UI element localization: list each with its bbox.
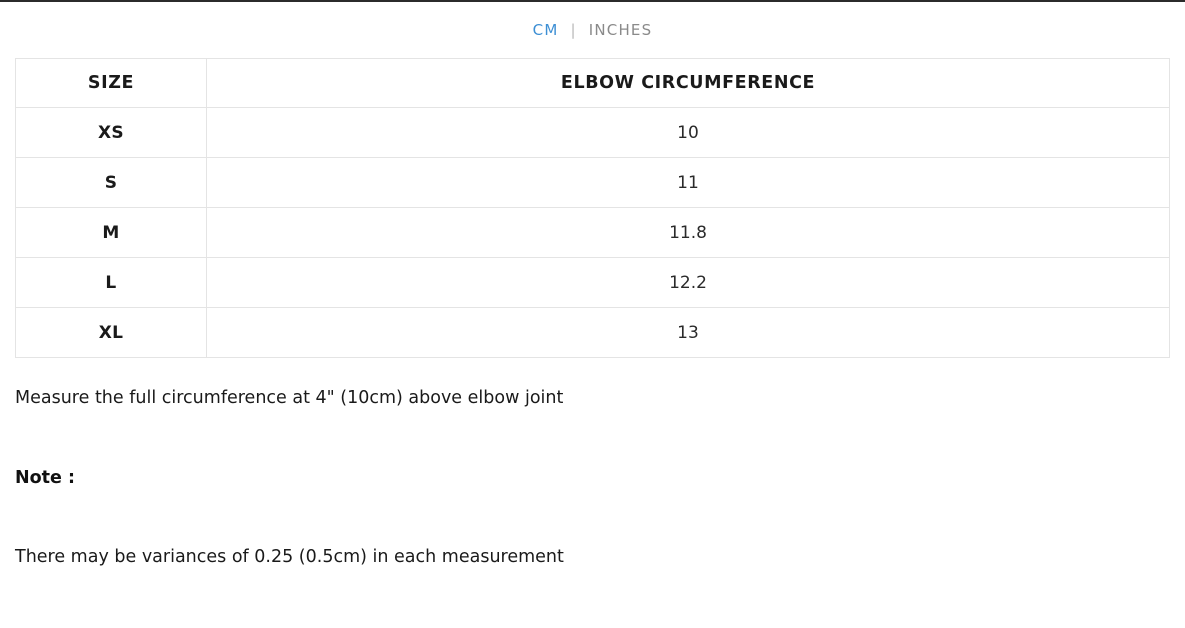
column-header-elbow-circumference: ELBOW CIRCUMFERENCE <box>207 59 1170 108</box>
unit-option-inches[interactable]: INCHES <box>588 21 653 39</box>
note-label: Note : <box>15 467 75 488</box>
column-header-size: SIZE <box>16 59 207 108</box>
table-row <box>16 258 1170 308</box>
table-header <box>16 59 1170 108</box>
table-row <box>16 308 1170 358</box>
cell-size: M <box>16 208 207 258</box>
cell-size: XL <box>16 308 207 358</box>
cell-size: L <box>16 258 207 308</box>
measure-instruction-text: Measure the full circumference at 4" (10cm) above elbow joint <box>15 388 564 408</box>
spacer <box>15 411 1170 468</box>
cell-elbow-circumference: 11 <box>207 158 1170 208</box>
table-body <box>16 108 1170 358</box>
table-row <box>16 108 1170 158</box>
cell-elbow-circumference: 11.8 <box>207 208 1170 258</box>
table-row <box>16 208 1170 258</box>
table-header-row <box>16 59 1170 108</box>
size-chart-container <box>0 2 1185 569</box>
cell-elbow-circumference: 10 <box>207 108 1170 158</box>
cell-size: XS <box>16 108 207 158</box>
size-chart-table <box>15 58 1170 358</box>
unit-option-cm[interactable]: CM <box>532 21 559 39</box>
unit-toggle[interactable] <box>0 2 1185 58</box>
unit-separator: | <box>570 21 577 39</box>
cell-elbow-circumference: 13 <box>207 308 1170 358</box>
variance-note-text: There may be variances of 0.25 (0.5cm) in each measurement <box>15 546 564 567</box>
table-row <box>16 158 1170 208</box>
spacer <box>15 488 1170 545</box>
notes-section <box>15 358 1170 569</box>
cell-size: S <box>16 158 207 208</box>
cell-elbow-circumference: 12.2 <box>207 258 1170 308</box>
